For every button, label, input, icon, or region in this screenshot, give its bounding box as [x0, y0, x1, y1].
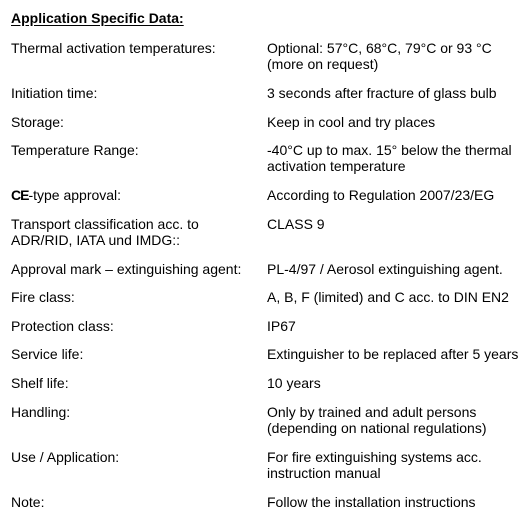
row-label: Handling:	[11, 404, 71, 420]
row-label	[11, 187, 121, 203]
row-label: Temperature Range:	[11, 142, 139, 158]
row-value: Only by trained and adult persons (depending on national regulations)	[267, 404, 487, 436]
ce-mark-icon: CE	[11, 187, 29, 203]
section-title: Application Specific Data:	[11, 10, 184, 26]
row-label: Storage:	[11, 114, 64, 130]
row-value: 10 years	[267, 375, 321, 391]
row-label-text: -type approval:	[28, 187, 122, 203]
row-value: CLASS 9	[267, 216, 325, 232]
row-label: Approval mark – extinguishing agent:	[11, 261, 242, 277]
row-value: Keep in cool and try places	[267, 114, 436, 130]
row-value: For fire extinguishing systems acc. instruction manual	[267, 449, 482, 481]
row-label: Note:	[11, 494, 45, 510]
row-label: Initiation time:	[11, 85, 98, 101]
row-value: -40°C up to max. 15° below the thermal activation temperature	[267, 142, 512, 174]
row-label: Use / Application:	[11, 449, 120, 465]
row-value: Extinguisher to be replaced after 5 years	[267, 346, 519, 362]
row-label: Transport classification acc. to ADR/RID, IATA und IMDG::	[11, 216, 199, 248]
row-label: Thermal activation temperatures:	[11, 40, 216, 56]
row-value: PL-4/97 / Aerosol extinguishing agent.	[267, 261, 503, 277]
row-value: According to Regulation 2007/23/EG	[267, 187, 495, 203]
row-value: Optional: 57°C, 68°C, 79°C or 93 °C (more on request)	[267, 40, 492, 72]
row-value: 3 seconds after fracture of glass bulb	[267, 85, 497, 101]
row-label: Fire class:	[11, 289, 75, 305]
row-label: Shelf life:	[11, 375, 69, 391]
row-value: Follow the installation instructions	[267, 494, 476, 510]
row-label: Service life:	[11, 346, 84, 362]
row-value: A, B, F (limited) and C acc. to DIN EN2	[267, 289, 509, 305]
row-label: Protection class:	[11, 318, 114, 334]
row-value: IP67	[267, 318, 296, 334]
